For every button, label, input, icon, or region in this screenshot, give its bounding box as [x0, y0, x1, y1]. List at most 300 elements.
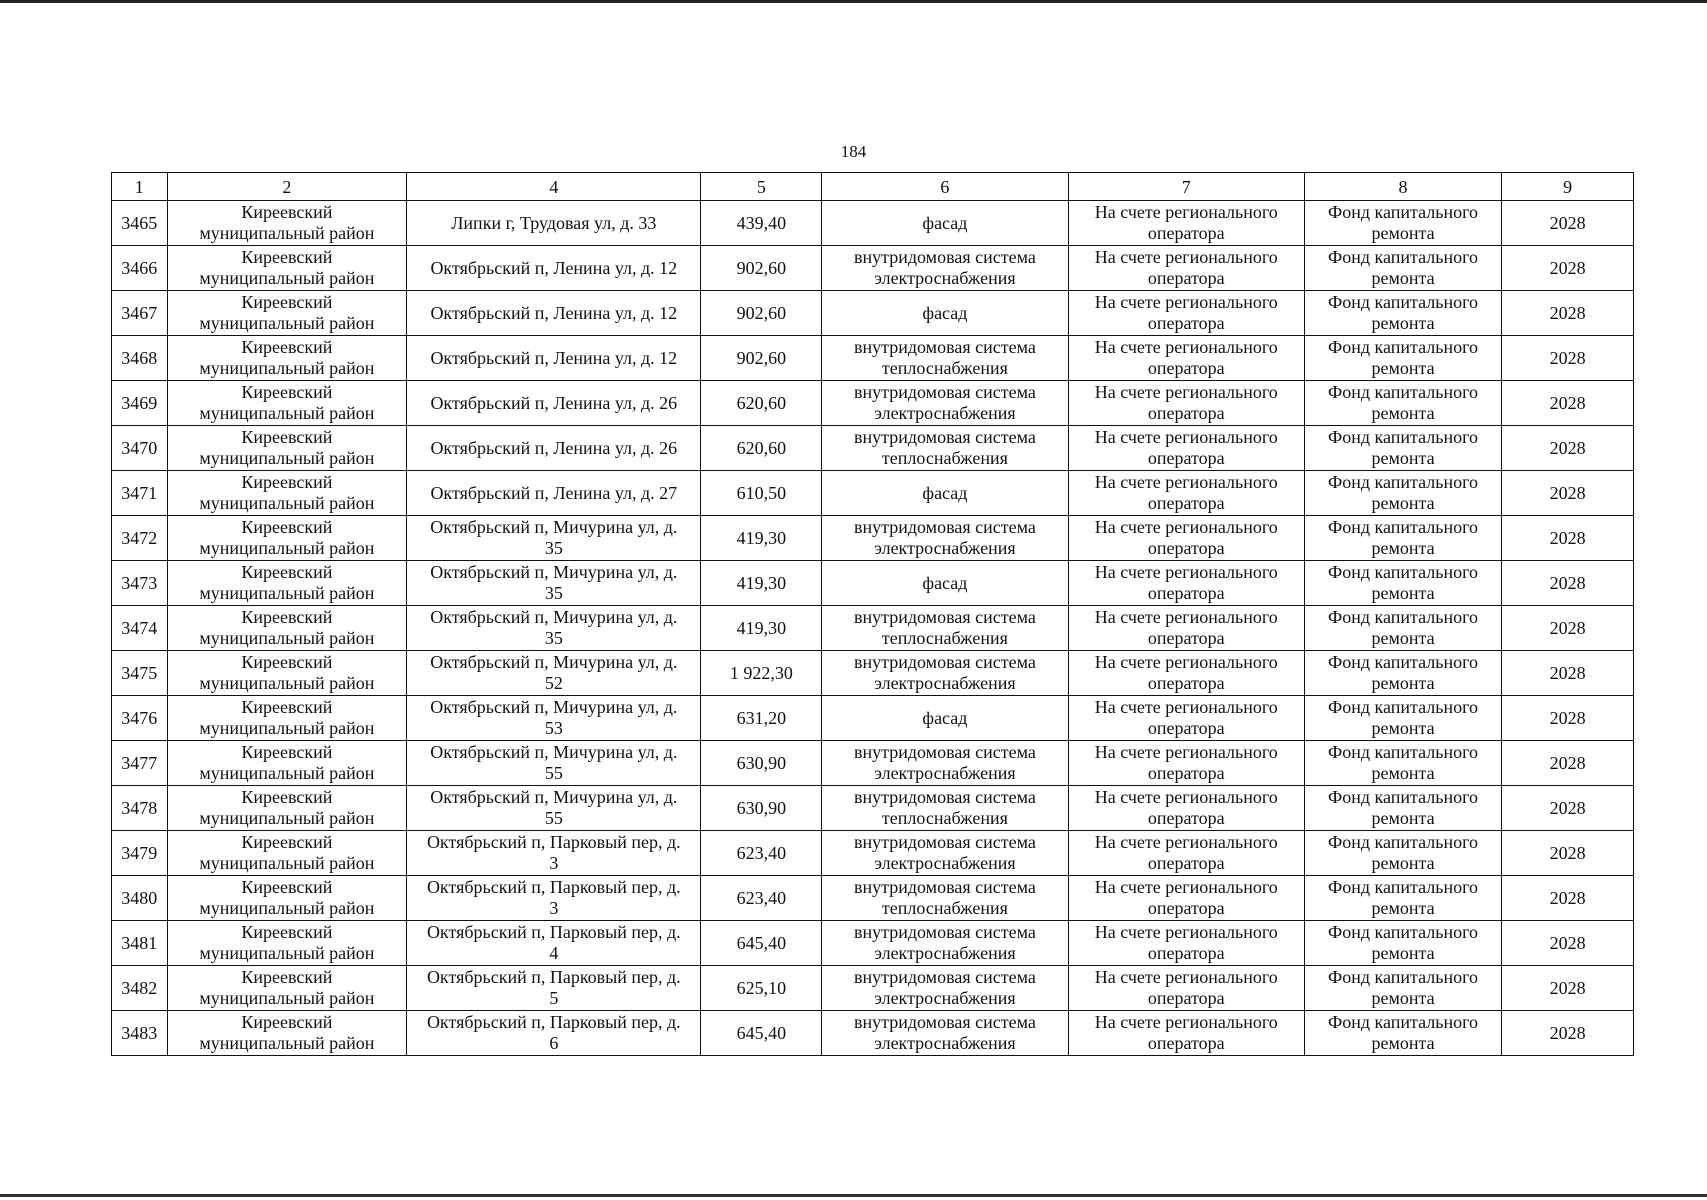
work-type-cell-line: внутридомовая система: [854, 247, 1036, 267]
address-cell-line: Октябрьский п, Парковый пер, д.: [426, 1012, 681, 1032]
district-cell-line: Киреевский: [241, 382, 333, 402]
account-method-cell-line: На счете регионального: [1094, 877, 1278, 897]
funding-source-cell: [1304, 336, 1501, 381]
year-cell: 2028: [1502, 966, 1634, 1011]
column-header: 4: [407, 173, 701, 201]
address-cell-line: Октябрьский п, Мичурина ул, д.: [430, 742, 678, 762]
work-type-cell: [822, 336, 1068, 381]
work-type-cell-line: теплоснабжения: [881, 628, 1008, 648]
address-cell-line: 35: [544, 538, 563, 558]
address-cell-line: Октябрьский п, Мичурина ул, д.: [430, 787, 678, 807]
table-row: [112, 876, 1634, 921]
address-cell-line: 55: [544, 763, 563, 783]
work-type-cell: [822, 426, 1068, 471]
funding-source-cell-line: ремонта: [1371, 853, 1435, 873]
account-method-cell-line: оператора: [1147, 853, 1225, 873]
funding-source-cell: [1304, 696, 1501, 741]
account-method-cell-line: оператора: [1147, 718, 1225, 738]
district-cell: [167, 291, 407, 336]
district-cell-line: муниципальный район: [199, 403, 375, 423]
funding-source-cell-line: Фонд капитального: [1328, 1012, 1479, 1032]
account-method-cell-line: На счете регионального: [1094, 247, 1278, 267]
account-method-cell-line: оператора: [1147, 448, 1225, 468]
table-header-row: [112, 173, 1634, 201]
account-method-cell-line: оператора: [1147, 763, 1225, 783]
table-row: [112, 516, 1634, 561]
account-method-cell: [1068, 696, 1304, 741]
funding-source-cell: [1304, 561, 1501, 606]
work-type-cell-line: электроснабжения: [874, 988, 1016, 1008]
district-cell-line: Киреевский: [241, 472, 333, 492]
account-method-cell: [1068, 606, 1304, 651]
account-method-cell-line: оператора: [1147, 583, 1225, 603]
address-cell: [407, 471, 701, 516]
district-cell-line: муниципальный район: [199, 538, 375, 558]
work-type-cell-line: электроснабжения: [874, 853, 1016, 873]
area-cell: 645,40: [701, 921, 822, 966]
year-cell: 2028: [1502, 381, 1634, 426]
address-cell-line: Октябрьский п, Ленина ул, д. 12: [430, 257, 678, 278]
year-cell: 2028: [1502, 201, 1634, 246]
account-method-cell-line: На счете регионального: [1094, 562, 1278, 582]
year-cell: 2028: [1502, 1011, 1634, 1056]
work-type-cell-line: внутридомовая система: [854, 967, 1036, 987]
area-cell: 902,60: [701, 336, 822, 381]
funding-source-cell-line: ремонта: [1371, 538, 1435, 558]
address-cell: [407, 336, 701, 381]
district-cell-line: Киреевский: [241, 562, 333, 582]
row-number-cell: 3481: [112, 921, 168, 966]
district-cell-line: Киреевский: [241, 967, 333, 987]
table-row: [112, 291, 1634, 336]
district-cell-line: муниципальный район: [199, 943, 375, 963]
funding-source-cell-line: ремонта: [1371, 313, 1435, 333]
funding-source-cell-line: Фонд капитального: [1328, 967, 1479, 987]
address-cell-line: Октябрьский п, Ленина ул, д. 26: [430, 437, 678, 458]
work-type-cell-line: внутридомовая система: [854, 382, 1036, 402]
funding-source-cell-line: Фонд капитального: [1328, 337, 1479, 357]
district-cell-line: Киреевский: [241, 607, 333, 627]
area-cell: 623,40: [701, 831, 822, 876]
funding-source-cell-line: Фонд капитального: [1328, 427, 1479, 447]
district-cell: [167, 381, 407, 426]
funding-source-cell: [1304, 471, 1501, 516]
funding-source-cell-line: Фонд капитального: [1328, 472, 1479, 492]
repair-schedule-table: [111, 172, 1634, 1056]
district-cell-line: Киреевский: [241, 337, 333, 357]
work-type-cell: [822, 561, 1068, 606]
address-cell-line: Октябрьский п, Ленина ул, д. 27: [430, 482, 678, 503]
funding-source-cell: [1304, 651, 1501, 696]
work-type-cell: [822, 696, 1068, 741]
account-method-cell-line: оператора: [1147, 358, 1225, 378]
year-cell: 2028: [1502, 786, 1634, 831]
district-cell: [167, 966, 407, 1011]
work-type-cell-line: фасад: [922, 212, 968, 233]
scan-border-bottom: [0, 1194, 1707, 1197]
year-cell: 2028: [1502, 426, 1634, 471]
district-cell-line: муниципальный район: [199, 898, 375, 918]
district-cell: [167, 876, 407, 921]
work-type-cell-line: фасад: [922, 302, 968, 323]
funding-source-cell: [1304, 876, 1501, 921]
district-cell: [167, 516, 407, 561]
work-type-cell-line: электроснабжения: [874, 403, 1016, 423]
year-cell: 2028: [1502, 291, 1634, 336]
row-number-cell: 3470: [112, 426, 168, 471]
funding-source-cell-line: ремонта: [1371, 943, 1435, 963]
year-cell: 2028: [1502, 336, 1634, 381]
funding-source-cell: [1304, 516, 1501, 561]
funding-source-cell-line: ремонта: [1371, 493, 1435, 513]
year-cell: 2028: [1502, 921, 1634, 966]
district-cell-line: Киреевский: [241, 1012, 333, 1032]
address-cell-line: 3: [549, 853, 559, 873]
funding-source-cell-line: Фонд капитального: [1328, 382, 1479, 402]
account-method-cell: [1068, 426, 1304, 471]
district-cell-line: муниципальный район: [199, 313, 375, 333]
funding-source-cell: [1304, 201, 1501, 246]
funding-source-cell-line: Фонд капитального: [1328, 877, 1479, 897]
work-type-cell-line: электроснабжения: [874, 268, 1016, 288]
funding-source-cell-line: Фонд капитального: [1328, 517, 1479, 537]
district-cell-line: муниципальный район: [199, 853, 375, 873]
account-method-cell-line: оператора: [1147, 313, 1225, 333]
row-number-cell: 3471: [112, 471, 168, 516]
account-method-cell: [1068, 876, 1304, 921]
address-cell-line: 35: [544, 583, 563, 603]
account-method-cell-line: На счете регионального: [1094, 382, 1278, 402]
column-header: 9: [1502, 173, 1634, 201]
work-type-cell-line: теплоснабжения: [881, 448, 1008, 468]
account-method-cell-line: На счете регионального: [1094, 787, 1278, 807]
district-cell-line: Киреевский: [241, 247, 333, 267]
work-type-cell-line: внутридомовая система: [854, 337, 1036, 357]
row-number-cell: 3480: [112, 876, 168, 921]
funding-source-cell-line: ремонта: [1371, 898, 1435, 918]
address-cell-line: Октябрьский п, Ленина ул, д. 12: [430, 347, 678, 368]
account-method-cell-line: На счете регионального: [1094, 652, 1278, 672]
district-cell-line: муниципальный район: [199, 268, 375, 288]
district-cell-line: Киреевский: [241, 922, 333, 942]
row-number-cell: 3472: [112, 516, 168, 561]
district-cell-line: Киреевский: [241, 742, 333, 762]
account-method-cell-line: оператора: [1147, 403, 1225, 423]
area-cell: 623,40: [701, 876, 822, 921]
table-row: [112, 426, 1634, 471]
address-cell: [407, 831, 701, 876]
account-method-cell-line: На счете регионального: [1094, 472, 1278, 492]
account-method-cell-line: оператора: [1147, 493, 1225, 513]
year-cell: 2028: [1502, 516, 1634, 561]
column-header: 8: [1304, 173, 1501, 201]
work-type-cell-line: электроснабжения: [874, 763, 1016, 783]
funding-source-cell: [1304, 291, 1501, 336]
year-cell: 2028: [1502, 471, 1634, 516]
district-cell: [167, 606, 407, 651]
address-cell: [407, 651, 701, 696]
funding-source-cell: [1304, 1011, 1501, 1056]
area-cell: 630,90: [701, 741, 822, 786]
funding-source-cell: [1304, 831, 1501, 876]
funding-source-cell: [1304, 921, 1501, 966]
account-method-cell: [1068, 1011, 1304, 1056]
address-cell-line: Октябрьский п, Парковый пер, д.: [426, 877, 681, 897]
account-method-cell-line: оператора: [1147, 628, 1225, 648]
funding-source-cell: [1304, 246, 1501, 291]
district-cell-line: муниципальный район: [199, 808, 375, 828]
address-cell: [407, 561, 701, 606]
funding-source-cell-line: ремонта: [1371, 1033, 1435, 1053]
district-cell-line: Киреевский: [241, 652, 333, 672]
account-method-cell-line: На счете регионального: [1094, 1012, 1278, 1032]
address-cell: [407, 516, 701, 561]
district-cell-line: Киреевский: [241, 832, 333, 852]
column-header: 1: [112, 173, 168, 201]
funding-source-cell-line: ремонта: [1371, 223, 1435, 243]
address-cell-line: Октябрьский п, Мичурина ул, д.: [430, 697, 678, 717]
district-cell: [167, 831, 407, 876]
address-cell: [407, 381, 701, 426]
address-cell: [407, 246, 701, 291]
work-type-cell: [822, 381, 1068, 426]
area-cell: 419,30: [701, 561, 822, 606]
work-type-cell: [822, 831, 1068, 876]
table-row: [112, 381, 1634, 426]
table-row: [112, 1011, 1634, 1056]
funding-source-cell: [1304, 381, 1501, 426]
address-cell-line: Октябрьский п, Мичурина ул, д.: [430, 517, 678, 537]
work-type-cell-line: внутридомовая система: [854, 1012, 1036, 1032]
work-type-cell-line: внутридомовая система: [854, 427, 1036, 447]
work-type-cell-line: внутридомовая система: [854, 922, 1036, 942]
area-cell: 902,60: [701, 246, 822, 291]
district-cell: [167, 651, 407, 696]
work-type-cell-line: теплоснабжения: [881, 898, 1008, 918]
account-method-cell: [1068, 741, 1304, 786]
funding-source-cell-line: Фонд капитального: [1328, 202, 1479, 222]
account-method-cell-line: оператора: [1147, 673, 1225, 693]
funding-source-cell-line: Фонд капитального: [1328, 787, 1479, 807]
funding-source-cell-line: ремонта: [1371, 448, 1435, 468]
account-method-cell-line: оператора: [1147, 988, 1225, 1008]
account-method-cell: [1068, 966, 1304, 1011]
address-cell-line: 3: [549, 898, 559, 918]
account-method-cell-line: На счете регионального: [1094, 922, 1278, 942]
funding-source-cell-line: ремонта: [1371, 988, 1435, 1008]
address-cell: [407, 786, 701, 831]
address-cell: [407, 606, 701, 651]
work-type-cell: [822, 921, 1068, 966]
account-method-cell-line: На счете регионального: [1094, 967, 1278, 987]
account-method-cell-line: На счете регионального: [1094, 742, 1278, 762]
funding-source-cell-line: Фонд капитального: [1328, 742, 1479, 762]
row-number-cell: 3473: [112, 561, 168, 606]
column-header: 5: [701, 173, 822, 201]
work-type-cell-line: электроснабжения: [874, 943, 1016, 963]
page-number: 184: [840, 142, 867, 161]
row-number-cell: 3477: [112, 741, 168, 786]
account-method-cell: [1068, 831, 1304, 876]
table-row: [112, 561, 1634, 606]
year-cell: 2028: [1502, 696, 1634, 741]
work-type-cell-line: внутридомовая система: [854, 652, 1036, 672]
district-cell-line: Киреевский: [241, 877, 333, 897]
year-cell: 2028: [1502, 606, 1634, 651]
funding-source-cell: [1304, 786, 1501, 831]
funding-source-cell-line: ремонта: [1371, 718, 1435, 738]
district-cell-line: муниципальный район: [199, 1033, 375, 1053]
address-cell-line: Октябрьский п, Парковый пер, д.: [426, 967, 681, 987]
row-number-cell: 3479: [112, 831, 168, 876]
account-method-cell: [1068, 336, 1304, 381]
year-cell: 2028: [1502, 651, 1634, 696]
funding-source-cell-line: Фонд капитального: [1328, 247, 1479, 267]
funding-source-cell-line: Фонд капитального: [1328, 292, 1479, 312]
table-row: [112, 921, 1634, 966]
address-cell: [407, 921, 701, 966]
district-cell: [167, 741, 407, 786]
area-cell: 631,20: [701, 696, 822, 741]
address-cell-line: Октябрьский п, Ленина ул, д. 26: [430, 392, 678, 413]
account-method-cell: [1068, 291, 1304, 336]
address-cell-line: 55: [544, 808, 563, 828]
funding-source-cell-line: Фонд капитального: [1328, 652, 1479, 672]
work-type-cell-line: электроснабжения: [874, 1033, 1016, 1053]
account-method-cell: [1068, 246, 1304, 291]
work-type-cell-line: фасад: [922, 482, 968, 503]
account-method-cell: [1068, 921, 1304, 966]
funding-source-cell: [1304, 426, 1501, 471]
district-cell-line: Киреевский: [241, 697, 333, 717]
area-cell: 439,40: [701, 201, 822, 246]
account-method-cell: [1068, 786, 1304, 831]
area-cell: 620,60: [701, 381, 822, 426]
work-type-cell: [822, 246, 1068, 291]
address-cell-line: 35: [544, 628, 563, 648]
row-number-cell: 3476: [112, 696, 168, 741]
work-type-cell-line: фасад: [922, 572, 968, 593]
scan-border-top: [0, 0, 1707, 3]
table-row: [112, 741, 1634, 786]
table-row: [112, 246, 1634, 291]
district-cell-line: муниципальный район: [199, 718, 375, 738]
address-cell-line: 52: [544, 673, 563, 693]
funding-source-cell-line: Фонд капитального: [1328, 607, 1479, 627]
account-method-cell-line: На счете регионального: [1094, 292, 1278, 312]
funding-source-cell-line: ремонта: [1371, 628, 1435, 648]
account-method-cell: [1068, 471, 1304, 516]
row-number-cell: 3475: [112, 651, 168, 696]
address-cell-line: 53: [544, 718, 563, 738]
district-cell-line: муниципальный район: [199, 358, 375, 378]
account-method-cell-line: На счете регионального: [1094, 832, 1278, 852]
work-type-cell-line: внутридомовая система: [854, 517, 1036, 537]
district-cell: [167, 471, 407, 516]
account-method-cell-line: оператора: [1147, 1033, 1225, 1053]
funding-source-cell-line: Фонд капитального: [1328, 697, 1479, 717]
area-cell: 1 922,30: [701, 651, 822, 696]
table-row: [112, 471, 1634, 516]
funding-source-cell-line: Фонд капитального: [1328, 922, 1479, 942]
district-cell-line: муниципальный район: [199, 673, 375, 693]
funding-source-cell-line: ремонта: [1371, 673, 1435, 693]
row-number-cell: 3465: [112, 201, 168, 246]
account-method-cell-line: оператора: [1147, 808, 1225, 828]
account-method-cell: [1068, 381, 1304, 426]
district-cell-line: муниципальный район: [199, 493, 375, 513]
area-cell: 645,40: [701, 1011, 822, 1056]
address-cell-line: Октябрьский п, Мичурина ул, д.: [430, 607, 678, 627]
table-row: [112, 966, 1634, 1011]
account-method-cell: [1068, 651, 1304, 696]
district-cell-line: Киреевский: [241, 202, 333, 222]
area-cell: 610,50: [701, 471, 822, 516]
account-method-cell-line: На счете регионального: [1094, 427, 1278, 447]
column-header: 2: [167, 173, 407, 201]
account-method-cell-line: оператора: [1147, 223, 1225, 243]
row-number-cell: 3478: [112, 786, 168, 831]
address-cell-line: Октябрьский п, Ленина ул, д. 12: [430, 302, 678, 323]
row-number-cell: 3469: [112, 381, 168, 426]
district-cell: [167, 246, 407, 291]
address-cell-line: 5: [549, 988, 559, 1008]
work-type-cell: [822, 651, 1068, 696]
address-cell-line: Октябрьский п, Парковый пер, д.: [426, 832, 681, 852]
funding-source-cell: [1304, 606, 1501, 651]
address-cell-line: Липки г, Трудовая ул, д. 33: [451, 212, 657, 233]
district-cell: [167, 696, 407, 741]
table-row: [112, 201, 1634, 246]
account-method-cell-line: оператора: [1147, 538, 1225, 558]
account-method-cell-line: оператора: [1147, 898, 1225, 918]
work-type-cell-line: теплоснабжения: [881, 358, 1008, 378]
area-cell: 620,60: [701, 426, 822, 471]
funding-source-cell-line: ремонта: [1371, 403, 1435, 423]
district-cell-line: муниципальный район: [199, 628, 375, 648]
account-method-cell: [1068, 201, 1304, 246]
district-cell: [167, 921, 407, 966]
table-row: [112, 831, 1634, 876]
work-type-cell: [822, 786, 1068, 831]
address-cell-line: Октябрьский п, Мичурина ул, д.: [430, 652, 678, 672]
account-method-cell: [1068, 561, 1304, 606]
funding-source-cell: [1304, 741, 1501, 786]
year-cell: 2028: [1502, 831, 1634, 876]
work-type-cell-line: внутридомовая система: [854, 832, 1036, 852]
funding-source-cell-line: Фонд капитального: [1328, 562, 1479, 582]
district-cell-line: Киреевский: [241, 292, 333, 312]
account-method-cell-line: На счете регионального: [1094, 517, 1278, 537]
district-cell-line: Киреевский: [241, 787, 333, 807]
district-cell-line: муниципальный район: [199, 583, 375, 603]
account-method-cell-line: На счете регионального: [1094, 607, 1278, 627]
account-method-cell-line: На счете регионального: [1094, 202, 1278, 222]
district-cell-line: муниципальный район: [199, 223, 375, 243]
table-row: [112, 786, 1634, 831]
district-cell-line: муниципальный район: [199, 988, 375, 1008]
row-number-cell: 3467: [112, 291, 168, 336]
row-number-cell: 3474: [112, 606, 168, 651]
work-type-cell-line: внутридомовая система: [854, 742, 1036, 762]
district-cell-line: муниципальный район: [199, 763, 375, 783]
district-cell-line: Киреевский: [241, 427, 333, 447]
district-cell: [167, 201, 407, 246]
work-type-cell-line: теплоснабжения: [881, 808, 1008, 828]
address-cell-line: Октябрьский п, Парковый пер, д.: [426, 922, 681, 942]
work-type-cell-line: фасад: [922, 707, 968, 728]
funding-source-cell-line: Фонд капитального: [1328, 832, 1479, 852]
